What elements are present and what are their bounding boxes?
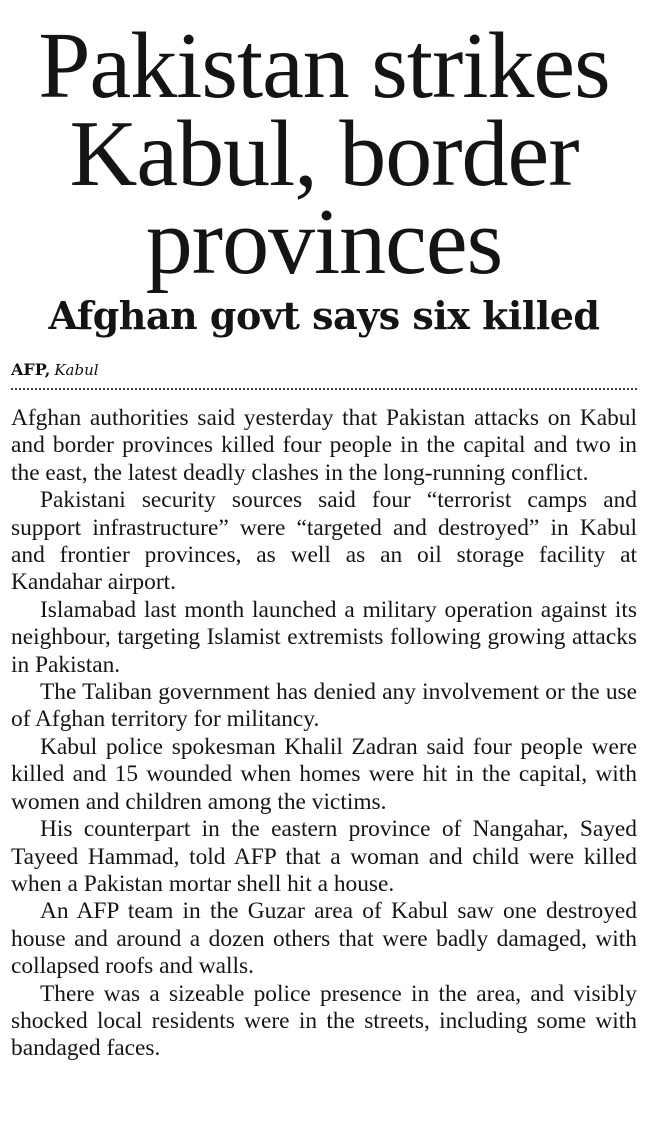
byline-agency: AFP, bbox=[11, 360, 51, 379]
headline: Pakistan strikes Kabul, border provinces bbox=[38, 14, 610, 294]
dotted-divider bbox=[11, 388, 637, 390]
paragraph: An AFP team in the Guzar area of Kabul saw one destroyed house and around a dozen others that were badly damaged, with collapsed roofs and walls. bbox=[11, 898, 637, 980]
paragraph: The Taliban government has denied any involvement or the use of Afghan territory for militancy. bbox=[11, 679, 637, 733]
article-body bbox=[11, 405, 637, 1063]
paragraph: Pakistani security sources said four “terrorist camps and support infrastructure” were “targeted and destroyed” in Kabul and frontier provinces, as well as an oil storage facility at Kandahar airport. bbox=[11, 487, 637, 596]
subheadline: Afghan govt says six killed bbox=[48, 293, 600, 338]
paragraph: Afghan authorities said yesterday that Pakistan attacks on Kabul and border provinces killed four people in the capital and two in the east, the latest deadly clashes in the long-running conflict. bbox=[11, 405, 637, 486]
paragraph: Kabul police spokesman Khalil Zadran said four people were killed and 15 wounded when homes were hit in the capital, with women and children among the victims. bbox=[11, 733, 637, 815]
paragraph: There was a sizeable police presence in the area, and visibly shocked local residents were in the streets, including some with bandaged faces. bbox=[11, 980, 637, 1062]
byline bbox=[11, 360, 637, 380]
paragraph: His counterpart in the eastern province of Nangahar, Sayed Tayeed Hammad, told AFP that a woman and child were killed when a Pakistan mortar shell hit a house. bbox=[11, 816, 637, 897]
byline-location: Kabul bbox=[54, 361, 99, 379]
paragraph: Islamabad last month launched a military operation against its neighbour, targeting Islamist extremists following growing attacks in Pakistan. bbox=[11, 596, 637, 678]
